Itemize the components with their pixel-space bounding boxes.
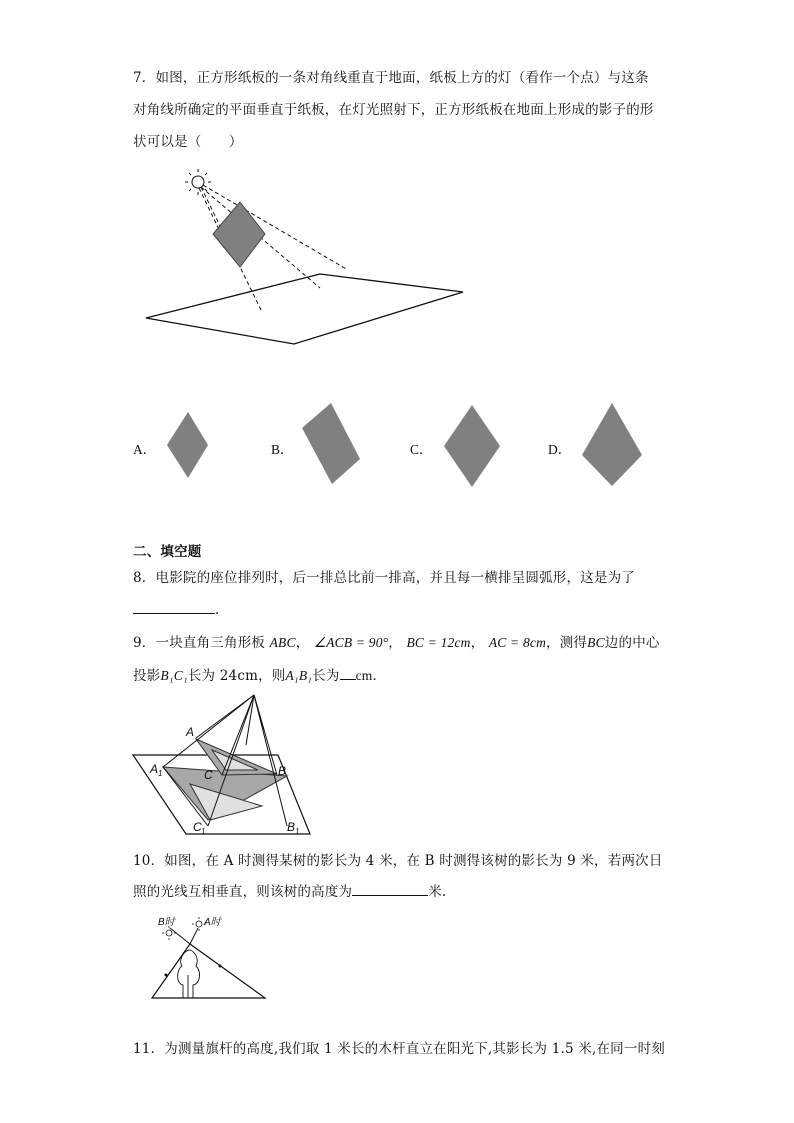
q9-text-a: 9．一块直角三角形板 bbox=[133, 635, 266, 651]
label-c1-sub: 1 bbox=[201, 827, 206, 836]
q7-line-2: 对角线所确定的平面垂直于纸板，在灯光照射下，正方形纸板在地面上形成的影子的形 bbox=[133, 102, 654, 118]
q10-text-a: 照的光线互相垂直，则该树的高度为 bbox=[133, 884, 353, 900]
q9-end: ． bbox=[372, 668, 387, 684]
a-ray-ext bbox=[190, 928, 198, 944]
right-triangle bbox=[152, 944, 265, 998]
right-mark-dot bbox=[219, 965, 222, 968]
q9-sep-1: ， bbox=[295, 635, 310, 651]
q9-angle: ∠ACB = 90° bbox=[313, 635, 389, 650]
b-time-label: B时 bbox=[158, 917, 175, 928]
q8-line-1: 8．电影院的座位排列时，后一排总比前一排高，并且每一横排呈圆弧形，这是为了 bbox=[133, 570, 635, 586]
label-b1: B bbox=[287, 820, 296, 834]
q10-line-1: 10．如图，在 A 时测得某树的影长为 4 米，在 B 时测得该树的影长为 9 米，若两次日 bbox=[133, 853, 663, 869]
option-a-label[interactable]: A． bbox=[133, 442, 157, 457]
q9-unit: cm bbox=[355, 668, 373, 683]
label-a1-sub: 1 bbox=[158, 769, 163, 778]
section-title: 二、填空题 bbox=[133, 544, 202, 560]
q9-b1c1: B₁C₁ bbox=[160, 668, 188, 683]
label-a1: A bbox=[150, 762, 159, 776]
q9-text-c: 边的中心 bbox=[604, 635, 660, 651]
q9-sep-2: ， bbox=[388, 635, 402, 651]
q7-line-3: 状可以是（ ） bbox=[133, 134, 243, 150]
q9-ac-length: AC = 8cm bbox=[488, 635, 547, 650]
label-a: A bbox=[186, 725, 195, 739]
q9-bc-length: BC = 12cm bbox=[406, 635, 471, 650]
q9-text-f: 长为 bbox=[312, 668, 340, 684]
q11-line-1: 11．为测量旗杆的高度,我们取 1 米长的木杆直立在阳光下,其影长为 1.5 米,在同一时刻 bbox=[133, 1041, 665, 1057]
label-b1-sub: 1 bbox=[295, 827, 300, 836]
q9-a1b1: A₁B₁ bbox=[285, 668, 313, 683]
option-b-label[interactable]: B． bbox=[271, 442, 294, 457]
b-ray-ext bbox=[170, 928, 190, 944]
q8-end: ． bbox=[215, 602, 229, 618]
label-b: B bbox=[278, 764, 287, 778]
label-c: C bbox=[204, 768, 213, 782]
q10-text-b: 米. bbox=[428, 884, 447, 900]
q9-bc-name: BC bbox=[587, 635, 605, 650]
q9-text-b: ，测得 bbox=[546, 635, 588, 651]
a-time-label: A时 bbox=[204, 917, 221, 928]
q7-line-1: 7．如图，正方形纸板的一条对角线重直于地面，纸板上方的灯（看作一个点）与这条 bbox=[133, 70, 649, 86]
option-d-label[interactable]: D． bbox=[548, 442, 572, 457]
q9-text-e: 长为 24cm，则 bbox=[187, 668, 286, 684]
option-c-label[interactable]: C． bbox=[410, 442, 433, 457]
b-sun-icon bbox=[162, 926, 176, 940]
q9-text-d: 投影 bbox=[133, 668, 161, 684]
label-c1: C bbox=[193, 820, 202, 834]
q9-triangle-name: ABC bbox=[269, 635, 296, 650]
left-mark-dot bbox=[165, 974, 168, 977]
q9-sep-3: ， bbox=[470, 635, 485, 651]
